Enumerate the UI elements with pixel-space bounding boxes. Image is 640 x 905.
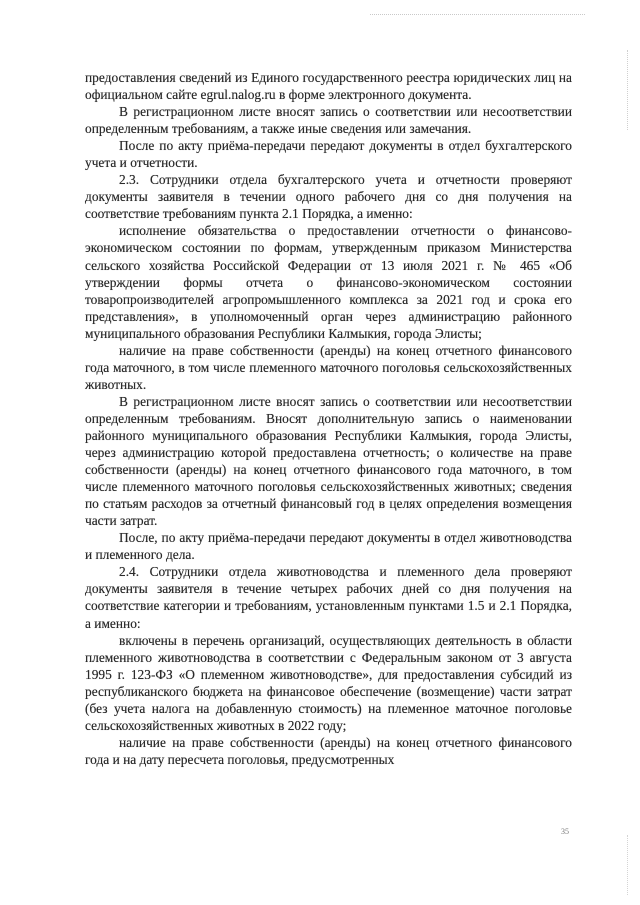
document-body (85, 69, 572, 768)
paragraph: предоставления сведений из Единого государственного реестра юридических лиц на официальном сайте egrul.nalog.ru в форме электронного документа. (85, 70, 572, 103)
paragraph: наличие на праве собственности (аренды) на конец отчетного финансового года маточного, в том числе племенного маточного поголовья сельскохозяйственных животных. (85, 342, 572, 392)
scan-artifact-margin (627, 50, 632, 130)
paragraph: исполнение обязательства о предоставлении отчетности о финансово-экономическом состоянии по формам, утвержденным приказом Министерства сельского хозяйства Российской Федерации от 13 июля 2021 г. № 465 «Об утверждении формы отчета о финансово-экономическом состоянии товаропроизводителей агропромышленного комплекса за 2021 год и срока его представления», в уполномоченный орган через администрацию районного муниципального образования Республики Калмыкия, города Элисты; (85, 223, 572, 341)
paragraph: После, по акту приёма-передачи передают документы в отдел животноводства и племенного дела. (85, 530, 572, 563)
paragraph: В регистрационном листе вносят запись о соответствии или несоответствии определенным требованиям, а также иные сведения или замечания. (85, 104, 572, 137)
paragraph: наличие на праве собственности (аренды) на конец отчетного финансового года и на дату пересчета поголовья, предусмотренных (85, 734, 572, 767)
scan-artifact-margin-bottom (627, 835, 632, 895)
paragraph: включены в перечень организаций, осуществляющих деятельность в области племенного животноводства в соответствии с Федеральным законом от 3 августа 1995 г. 123-ФЗ «О племенном животноводстве», для предоставления субсидий из республиканского бюджета на финансовое обеспечение (возмещение) части затрат (без учета налога на добавленную стоимость) на племенное маточное поголовье сельскохозяйственных животных в 2022 году; (85, 632, 572, 733)
paragraph: 2.3. Сотрудники отдела бухгалтерского учета и отчетности проверяют документы заявителя в течении одного рабочего дня со дня получения на соответствие требованиям пункта 2.1 Порядка, а именно: (85, 172, 572, 222)
paragraph: После по акту приёма-передачи передают документы в отдел бухгалтерского учета и отчетности. (85, 138, 572, 171)
paragraph: В регистрационном листе вносят запись о соответствии или несоответствии определенным требованиям. Вносят дополнительную запись о наименовании районного муниципального образования Республики Калмыкия, города Элисты, через администрацию которой предоставлена отчетность; о количестве на праве собственности (аренды) на конец отчетного финансового года маточного, в том числе племенного маточного поголовья сельскохозяйственных животных; сведения по статьям расходов за отчетный финансовый год в целях определения возмещения части затрат. (85, 393, 572, 529)
paragraph: 2.4. Сотрудники отдела животноводства и племенного дела проверяют документы заявителя в течение четырех рабочих дней со дня получения на соответствие категории и требованиям, установленным пунктами 1.5 и 2.1 Порядка, а именно: (85, 564, 572, 631)
page-number: 35 (561, 827, 569, 836)
scan-artifact-top (370, 14, 585, 18)
